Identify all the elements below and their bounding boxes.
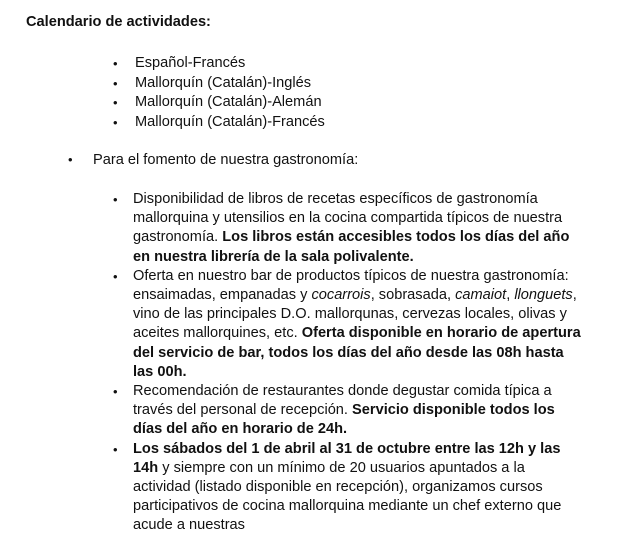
item-text: y siempre con un mínimo de 20 usuarios apuntados a la actividad (listado disponible en recepción), organizamos cursos participativos de cocina mallorquina mediante un chef externo que acude a nuestras [133,459,562,534]
language-item [0,113,325,133]
list-item [0,267,583,382]
bullet-icon: • [113,95,118,110]
language-label: Mallorquín (Catalán)-Francés [135,113,325,130]
language-list [0,54,325,132]
bullet-icon: • [113,192,118,207]
section-title-text: Para el fomento de nuestra gastronomía: [93,152,359,168]
bullet-icon: • [113,75,118,91]
list-item [0,440,583,536]
item-text: Disponibilidad de libros de recetas específicos de gastronomía mallorquina y utensilios en la cocina compartida típicos de nuestra gastronomía. [133,191,563,246]
item-text: Recomendación de restaurantes donde degustar comida típica a través del personal de recepción. [133,383,552,419]
language-item [0,54,325,74]
list-item [0,382,583,440]
gastronomy-list [0,190,623,536]
language-item [0,74,325,94]
item-italic-text: llonguets [514,287,573,304]
item-italic-text: cocarrois [311,287,371,304]
bullet-icon: • [113,114,118,130]
item-text: , sobrasada, [370,287,452,304]
bullet-icon: • [113,56,118,71]
item-text: , [506,287,511,304]
language-label: Mallorquín (Catalán)-Inglés [135,74,312,91]
item-bold-text: Oferta disponible en horario de apertura del servicio de bar, todos los días del año desde las 08h hasta las 00h. [133,325,581,380]
section-title [0,150,623,170]
item-bold-text: Los libros están accesibles todos los días del año en nuestra librería de la sala polivalente. [133,229,570,265]
bullet-icon: • [113,268,118,284]
bullet-icon: • [113,384,118,400]
language-label: Mallorquín (Catalán)-Alemán [135,94,322,110]
gastronomy-section [0,150,623,534]
bullet-icon: • [68,152,73,167]
bullet-icon: • [113,441,118,457]
item-italic-text: camaiot [455,287,507,304]
language-item [0,93,325,113]
page-heading: Calendario de actividades: [26,14,211,30]
language-label: Español-Francés [135,55,246,71]
item-bold-text: Los sábados del 1 de abril al 31 de octubre entre las 12h y las 14h [133,440,561,476]
list-item [0,190,583,267]
item-bold-text: Servicio disponible todos los días del año en horario de 24h. [133,402,555,438]
item-text: Oferta en nuestro bar de productos típicos de nuestra gastronomía: ensaimadas, empanadas y [133,267,569,304]
item-text: , vino de las principales D.O. mallorqunas, cervezas locales, olivas y aceites mallorquines, etc. [133,287,577,342]
